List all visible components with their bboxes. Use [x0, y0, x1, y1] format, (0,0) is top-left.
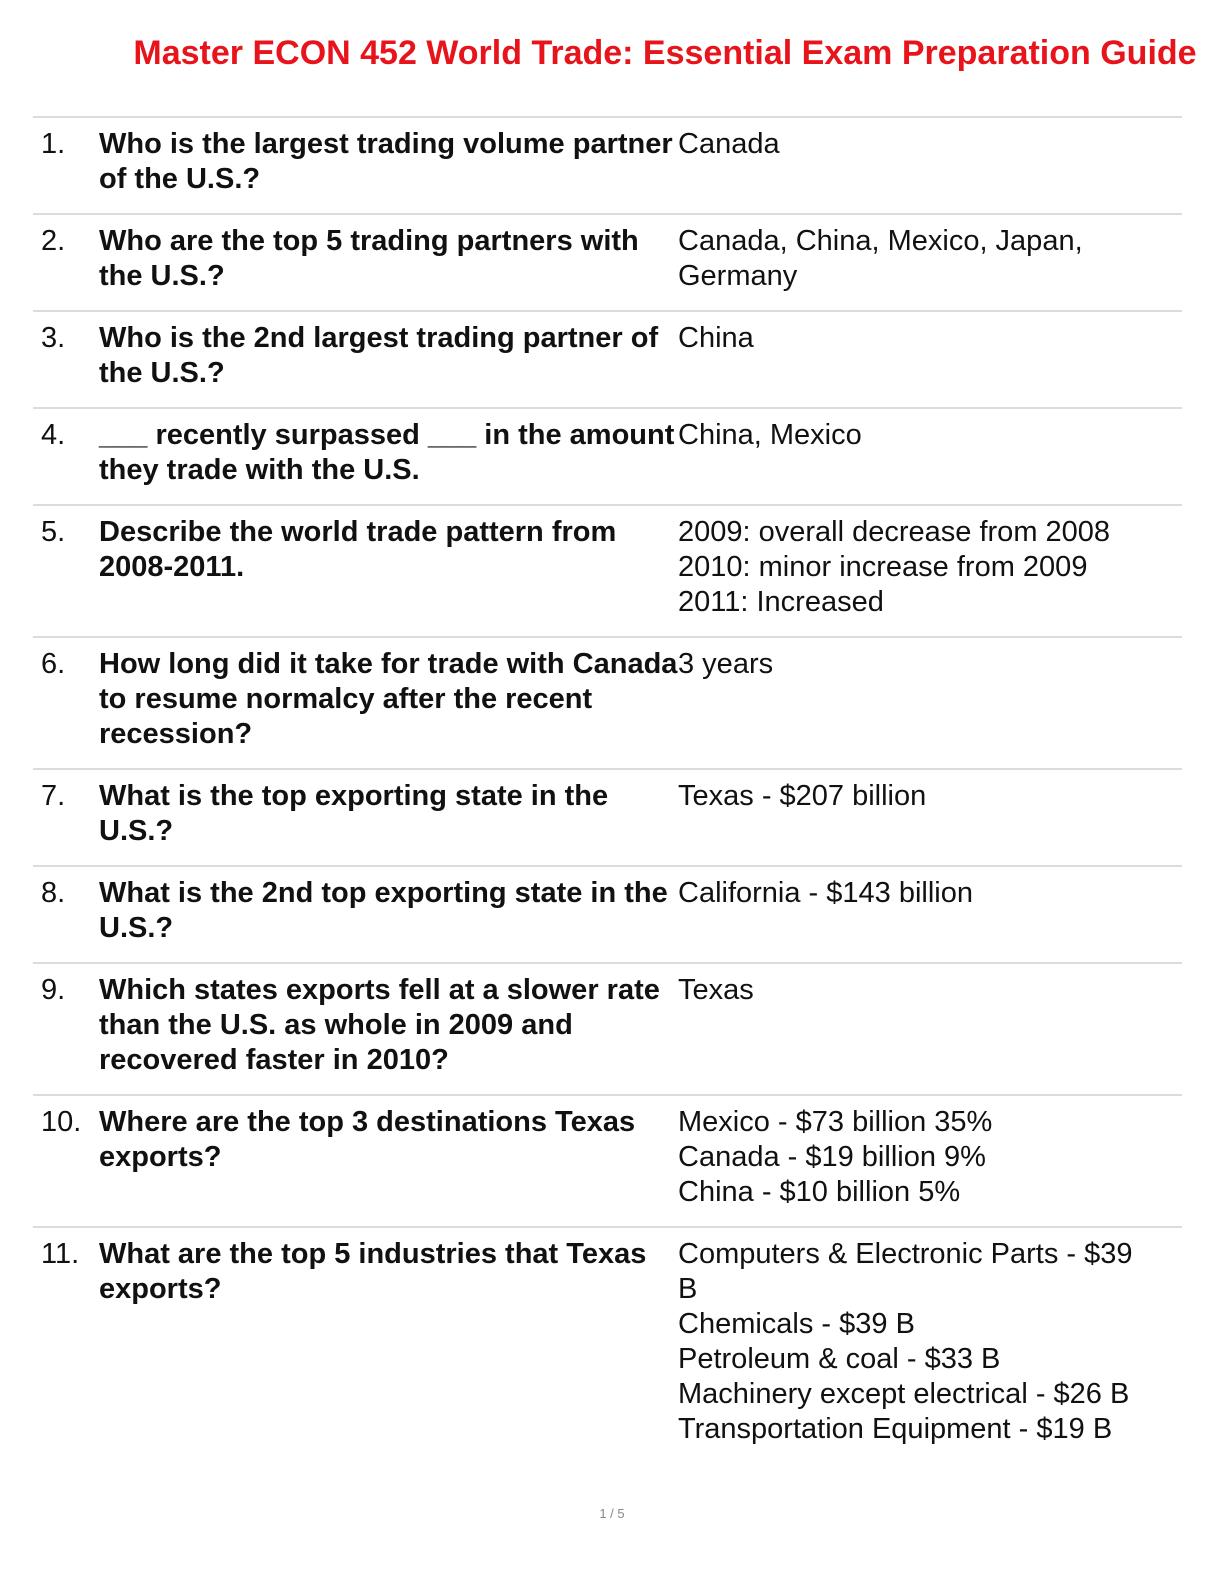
- question-number: 5.: [41, 516, 66, 548]
- qa-item: [33, 1096, 1182, 1228]
- question-text: What is the top exporting state in the U.S.?: [99, 780, 609, 847]
- qa-item: [33, 867, 1182, 964]
- answer-text: 3 years: [678, 648, 774, 680]
- answer-text: Mexico - $73 billion 35% Canada - $19 billion 9% China - $10 billion 5%: [678, 1106, 993, 1208]
- qa-item: [33, 506, 1182, 638]
- question-text: Which states exports fell at a slower rate than the U.S. as whole in 2009 and recovered faster in 2010?: [99, 974, 660, 1076]
- question-number: 2.: [41, 225, 66, 257]
- question-number: 11.: [41, 1238, 80, 1270]
- qa-item: [33, 770, 1182, 867]
- answer-text: Computers & Electronic Parts - $39 B Chemicals - $39 B Petroleum & coal - $33 B Machinery except electrical - $26 B Transportation Equipment - $19 B: [678, 1238, 1133, 1445]
- qa-item: [33, 964, 1182, 1096]
- question-number: 8.: [41, 877, 66, 909]
- question-text: Who are the top 5 trading partners with the U.S.?: [99, 225, 639, 292]
- answer-text: Texas: [678, 974, 754, 1006]
- answer-text: 2009: overall decrease from 2008 2010: minor increase from 2009 2011: Increased: [678, 516, 1111, 618]
- question-number: 10.: [41, 1106, 82, 1138]
- page-indicator: 1 / 5: [599, 1506, 625, 1521]
- question-number: 7.: [41, 780, 66, 812]
- qa-item: [33, 638, 1182, 770]
- answer-text: Canada: [678, 128, 780, 160]
- qa-item: [33, 312, 1182, 409]
- qa-item: [33, 215, 1182, 312]
- question-text: Where are the top 3 destinations Texas exports?: [99, 1106, 636, 1173]
- qa-item: [33, 118, 1182, 215]
- question-text: What is the 2nd top exporting state in the U.S.?: [99, 877, 668, 944]
- answer-text: China, Mexico: [678, 419, 862, 451]
- question-number: 4.: [41, 419, 66, 451]
- qa-item: [33, 409, 1182, 506]
- document-title: Master ECON 452 World Trade: Essential Exam Preparation Guide: [133, 34, 1197, 72]
- question-text: Describe the world trade pattern from 2008-2011.: [99, 516, 617, 583]
- answer-text: Texas - $207 billion: [678, 780, 927, 812]
- question-text: What are the top 5 industries that Texas exports?: [99, 1238, 647, 1305]
- answer-text: China: [678, 322, 754, 354]
- question-text: Who is the 2nd largest trading partner of the U.S.?: [99, 322, 659, 389]
- question-number: 1.: [41, 128, 66, 160]
- qa-list: [33, 118, 1182, 1463]
- answer-text: Canada, China, Mexico, Japan, Germany: [678, 225, 1083, 292]
- question-number: 6.: [41, 648, 66, 680]
- question-number: 3.: [41, 322, 66, 354]
- qa-item: [33, 1228, 1182, 1463]
- question-text: How long did it take for trade with Canada to resume normalcy after the recent recession?: [99, 648, 678, 750]
- question-text: Who is the largest trading volume partner of the U.S.?: [99, 128, 673, 195]
- answer-text: California - $143 billion: [678, 877, 973, 909]
- question-text: ___ recently surpassed ___ in the amount they trade with the U.S.: [99, 419, 675, 486]
- question-number: 9.: [41, 974, 66, 1006]
